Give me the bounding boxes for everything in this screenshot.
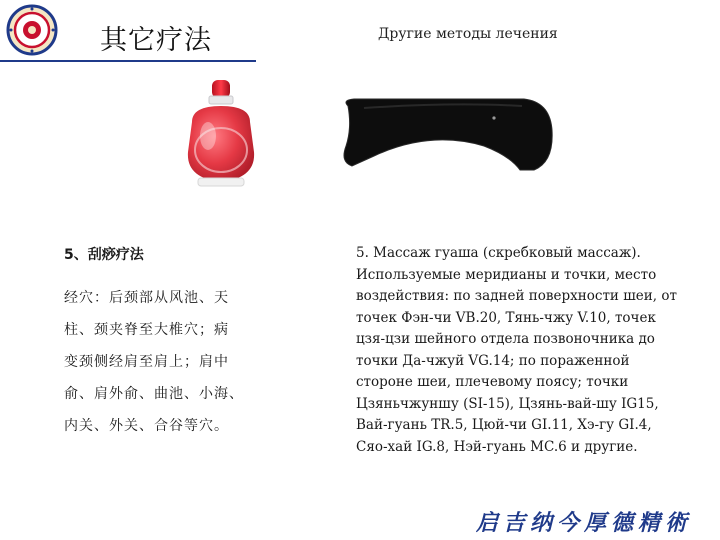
russian-text-line: точки Да-чжуй VG.14; по пораженной xyxy=(356,352,630,369)
chinese-description xyxy=(64,244,294,442)
university-emblem-logo xyxy=(6,4,58,56)
footer-calligraphy-motto: 启吉纳今厚德精術 xyxy=(476,510,693,536)
russian-text-line: цзя-цзи шейного отдела позвоночника до xyxy=(356,331,655,347)
russian-text-line: воздействия: по задней поверхности шеи, от xyxy=(356,288,677,304)
red-oil-bottle-image xyxy=(178,78,264,190)
russian-description xyxy=(356,243,692,458)
russian-text-line: Сяо-хай IG.8, Нэй-гуань MC.6 и другие. xyxy=(356,438,638,455)
russian-text-line: стороне шеи, плечевому поясу; точки xyxy=(356,374,629,390)
title-underline xyxy=(0,60,256,62)
russian-text-line: Цзяньчжуншу (SI-15), Цзянь-вай-шу IG15, xyxy=(356,395,659,412)
chinese-text-line: 变颈侧经肩至肩上；肩中 xyxy=(64,354,229,370)
russian-text-line: Используемые меридианы и точки, место xyxy=(356,266,657,283)
chinese-text-line: 内关、外关、合谷等穴。 xyxy=(64,418,229,434)
chinese-text-line: 俞、肩外俞、曲池、小海、 xyxy=(64,386,244,402)
chinese-text-line: 柱、颈夹脊至大椎穴；病 xyxy=(64,322,229,338)
page-title-chinese: 其它疗法 xyxy=(100,25,212,56)
page-title-russian: Другие методы лечения xyxy=(378,26,558,42)
gua-sha-scraper-image xyxy=(334,96,556,174)
russian-text-line: Вай-гуань TR.5, Цюй-чи GI.11, Хэ-гу GI.4, xyxy=(356,417,652,433)
russian-text-line: точек Фэн-чи VB.20, Тянь-чжу V.10, точек xyxy=(356,309,656,326)
chinese-text-line: 经穴：后颈部从风池、天 xyxy=(64,290,229,306)
chinese-heading: 5、刮痧疗法 xyxy=(64,247,144,263)
russian-text-line: 5. Массаж гуаша (скребковый массаж). xyxy=(356,245,641,261)
